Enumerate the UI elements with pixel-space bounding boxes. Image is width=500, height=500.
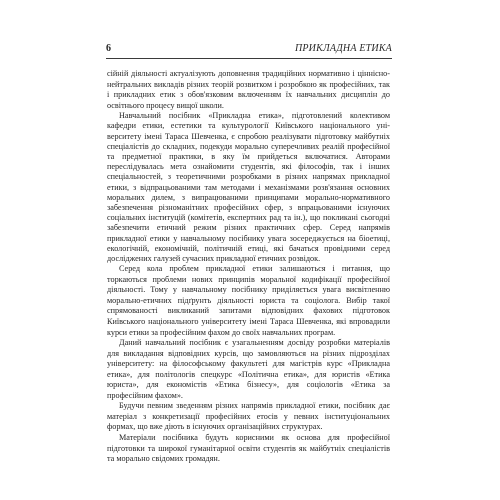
paragraph: сійній діяльності актуалізують доповнення традиційних нормативно і ціннісно-нейтральних викладів різних теорій розвитком і розробкою як професійних, так і прикладних етик з обов'язковим включенням їх навчальних дисциплін до освітнього процесу вищої школи. [107,69,390,110]
paragraph: Матеріали посібника будуть корисними як основа для професійної підготовки та широкої гуманітарної освіти студентів як майбутніх спеціалістів та морально свідомих громадян. [107,432,390,464]
paragraph: Серед кола проблем прикладної етики залишаються і питання, що торкаються проблеми нових принципів моральної кодифікації професійної діяльності. Тому у навчальному посібнику приділяється увага висвітленню морально-етичних підґрунть діяльності юриста та соціолога. Вибір такої спрямованості викликаний запитами відповідних фахових підготовок Київського національного університету імені Тараса Шевченка, які впровадили курси етики за професійним фахом до своїх навчальних програм. [107,264,390,337]
paragraph: Даний навчальний посібник є узагальненням досвіду розробки матеріалів для викладання відповідних курсів, що замовляються на різних підрозділах університету: на філософському факультеті для магістрів курс «Прикладна етика», для політологів спецкурс «Політична етика», для юристів «Етика юриста», для економістів «Етика бізнесу», для соціологів «Етика за професійним фахом». [107,338,390,400]
page-header [106,43,392,56]
page-number: 6 [106,43,111,54]
running-title: ПРИКЛАДНА ЕТИКА [294,43,392,54]
body-text [107,69,390,465]
paragraph: Навчальний посібник «Прикладна етика», підготовлений колективом кафедри етики, естетики та культурології Київського національного університету імені Тараса Шевченка, є спробою реалізувати підготовку майбутніх спеціалістів до складних, подекуди морально суперечливих реалій професійної та предметної практики, в яку їм прийдеться включатися. Авторами переслідувалась мета ознайомити студентів, які філософів, так і інших спеціальностей, з теоретичними розробками в різних напрямах прикладної етики, з відпрацьованими там методами і механізмами розв'язання основних моральних дилем, з випрацюваними принципами морально-нормативного забезпечення різноманітних професійних сфер, з впрацьованими існуючих соціальних інституцій (комітетів, експертних рад та ін.), що покликані сьогодні забезпечити етичний режим різних практичних сфер. Серед напрямів прикладної етики у навчальному посібнику увага зосереджується на біоетиці, екологічній, економічній, політичній етиці, які бачаться провідними серед досліджених галузей сучасних прикладної етичних розвідок. [107,111,390,264]
paragraph: Будучи певним зведенням різних напрямів прикладної етики, посібник дає матеріал з конкретизації професійних етосів у певних інституціональних формах, що вже діють в існуючих організаційних структурах. [107,401,390,432]
header-rule [106,58,392,59]
